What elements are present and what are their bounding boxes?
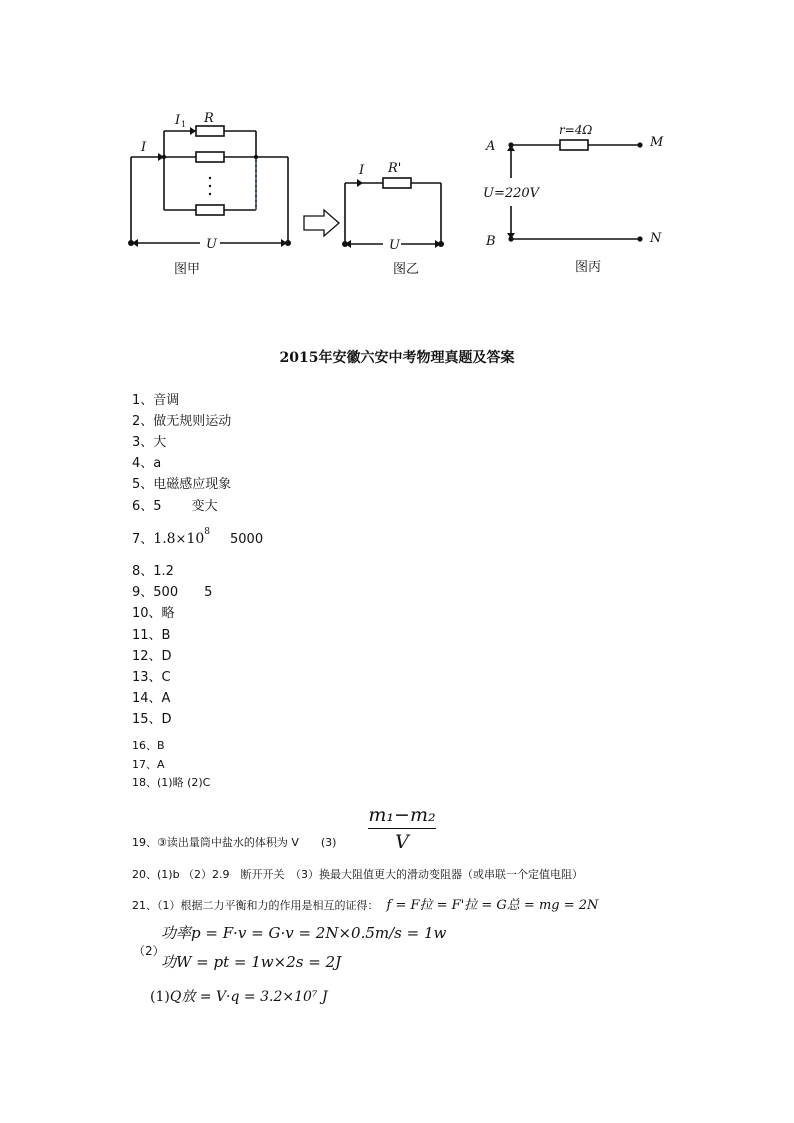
label-b: B [486,234,496,249]
resistor-line [560,140,588,150]
answer-12: 12、D [132,649,172,664]
fraction-denominator: V [395,831,409,853]
label-i1-sub: 1 [181,120,187,129]
answer-6: 6、5 变大 [132,499,218,514]
resistor-r1 [196,126,224,136]
answer-2: 2、做无规则运动 [132,414,232,429]
label-m: M [650,135,664,150]
answer-10: 10、略 [132,606,175,621]
page-title: 2015年安徽六安中考物理真题及答案 [279,350,515,366]
figure-transmission-line [478,120,678,275]
label-a: A [486,139,496,154]
figure-caption-jia: 图甲 [174,262,201,275]
answer-21-work-line: 功W = pt = 1w×2s = 2J [161,953,342,971]
answer-22-heat-line: (1)Q放 = V·q = 3.2×10⁷ J [150,989,328,1005]
answer-14: 14、A [132,691,171,706]
figure-caption-yi: 图乙 [393,262,420,275]
fraction-bar [368,828,436,829]
answer-21: 21、（1）根据二力平衡和力的作用是相互的证得： f = F拉 = F'拉 = G总 = mg = 2N [132,898,599,913]
answer-11: 11、B [132,628,171,643]
fraction-numerator: m₁−m₂ [368,804,436,826]
label-i: I [359,163,365,178]
label-i1: I [175,113,181,128]
label-r-prime: R' [388,161,402,176]
resistor-r-prime [383,178,411,188]
answer-9: 9、500 5 [132,585,213,600]
label-r-4ohm: r=4Ω [559,123,593,137]
answer-1: 1、音调 [132,393,180,408]
answer-7: 7、$1.8\times 10^8$ 5000 [132,527,264,547]
answer-13: 13、C [132,670,171,685]
label-u: U [389,238,400,253]
answer-17: 17、A [132,758,165,771]
figure-caption-bing: 图丙 [575,260,602,275]
answer-15: 15、D [132,712,172,727]
label-u: U [206,237,217,252]
label-u-220v: U=220V [483,186,540,201]
answer-21-power-line: 功率p = F·v = G·v = 2N×0.5m/s = 1w [161,924,447,942]
density-fraction [368,804,436,853]
answer-16: 16、B [132,739,165,752]
resistor-rn [196,205,224,215]
label-i: I [141,140,147,155]
resistor-r2 [196,152,224,162]
label-r: R [204,111,214,126]
answer-21-part2-label: （2） [133,944,165,958]
answer-3: 3、大 [132,435,167,450]
answer-8: 8、1.2 [132,564,174,579]
figure-equivalent-circuit [335,155,455,275]
answer-4: 4、a [132,456,162,471]
answer-18: 18、(1)略 (2)C [132,776,211,789]
label-n: N [650,231,662,246]
answer-5: 5、电磁感应现象 [132,477,232,492]
answer-20: 20、(1)b （2）2.9 断开开关 （3）换最大阻值更大的滑动变阻器（或串联一个定值电阻） [132,868,584,881]
figure-parallel-circuit [120,105,300,275]
answer-19: 19、③读出量筒中盐水的体积为 V (3) [132,836,337,849]
